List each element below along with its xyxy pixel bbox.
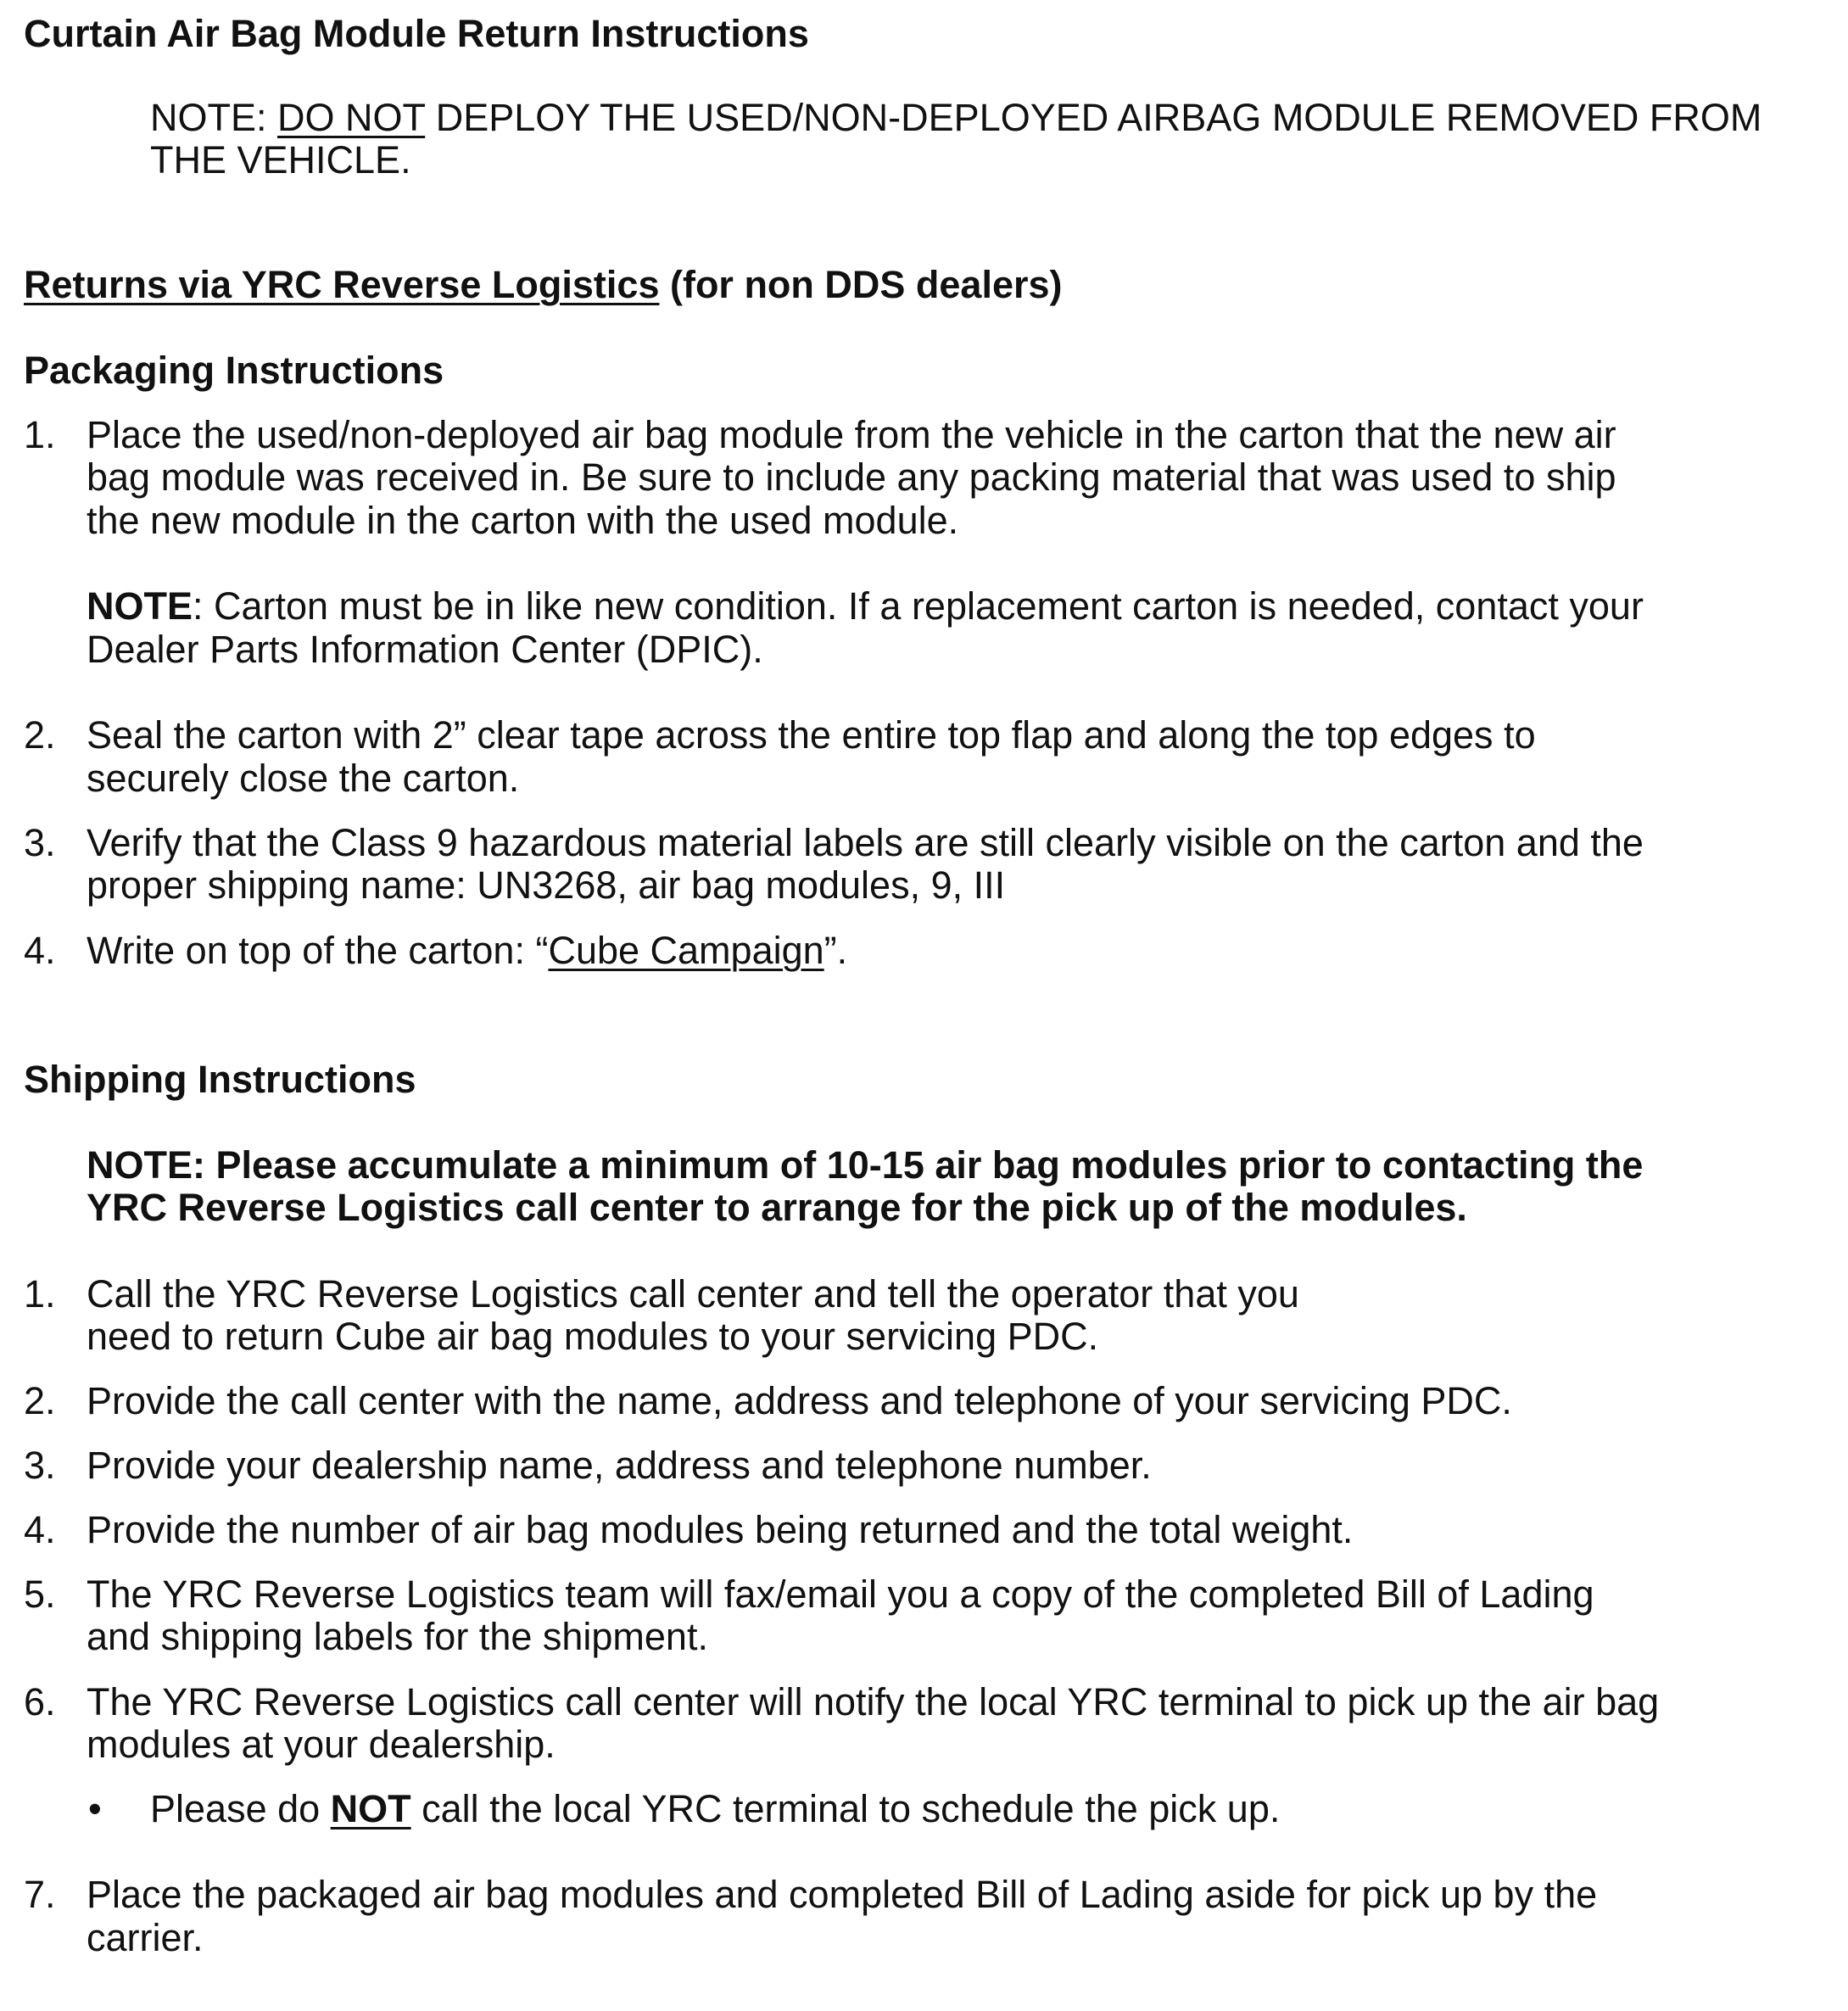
step-text-line: Provide the number of air bag modules being returned and the total weight. bbox=[87, 1508, 1354, 1551]
step-number: 6. bbox=[24, 1680, 56, 1723]
step-text-line: bag module was received in. Be sure to include any packing material that was used to ship bbox=[87, 455, 1616, 499]
step-number: 1. bbox=[24, 1272, 56, 1316]
step-text-line: Verify that the Class 9 hazardous material labels are still clearly visible on the carton and the bbox=[87, 821, 1644, 864]
step-number: 2. bbox=[24, 713, 56, 757]
step-text-line: modules at your dealership. bbox=[87, 1723, 556, 1766]
top-note-line-2: THE VEHICLE. bbox=[150, 138, 411, 182]
not-emphasis: NOT bbox=[330, 1787, 411, 1830]
step-text-line: Write on top of the carton: “Cube Campaign”. bbox=[87, 929, 848, 972]
step-text-line: Call the YRC Reverse Logistics call center and tell the operator that you bbox=[87, 1272, 1299, 1316]
step-number: 5. bbox=[24, 1572, 56, 1616]
step-text-line: securely close the carton. bbox=[87, 757, 520, 800]
step-text-line: proper shipping name: UN3268, air bag modules, 9, III bbox=[87, 863, 1006, 907]
bullet-icon: • bbox=[88, 1787, 102, 1830]
step-text-line: The YRC Reverse Logistics call center will notify the local YRC terminal to pick up the air bag bbox=[87, 1680, 1660, 1723]
step-text-line: Seal the carton with 2” clear tape across the entire top flap and along the top edges to bbox=[87, 713, 1536, 757]
step-number: 4. bbox=[24, 1508, 56, 1551]
step-number: 7. bbox=[24, 1873, 56, 1916]
step-number: 4. bbox=[24, 929, 56, 972]
step-text-line: Provide the call center with the name, address and telephone of your servicing PDC. bbox=[87, 1379, 1512, 1422]
step-number: 3. bbox=[24, 821, 56, 864]
step-text-line: and shipping labels for the shipment. bbox=[87, 1615, 708, 1658]
page-title: Curtain Air Bag Module Return Instructions bbox=[24, 12, 809, 55]
step-number: 1. bbox=[24, 413, 56, 456]
step-text-line: Place the used/non-deployed air bag module from the vehicle in the carton that the new air bbox=[87, 413, 1616, 456]
carton-note-line-2: Dealer Parts Information Center (DPIC). bbox=[87, 628, 763, 671]
cube-campaign-label: Cube Campaign bbox=[548, 929, 824, 972]
shipping-note-line-1: NOTE: Please accumulate a minimum of 10-15 air bag modules prior to contacting the bbox=[87, 1143, 1644, 1187]
step-text-line: need to return Cube air bag modules to your servicing PDC. bbox=[87, 1315, 1099, 1358]
bullet-text: Please do NOT call the local YRC terminal to schedule the pick up. bbox=[150, 1787, 1281, 1830]
carton-note-line-1: NOTE: Carton must be in like new condition. If a replacement carton is needed, contact your bbox=[87, 584, 1644, 628]
returns-heading: Returns via YRC Reverse Logistics (for non DDS dealers) bbox=[24, 263, 1063, 306]
packaging-heading: Packaging Instructions bbox=[24, 349, 444, 392]
shipping-note-line-2: YRC Reverse Logistics call center to arrange for the pick up of the modules. bbox=[87, 1186, 1467, 1229]
step-text-line: the new module in the carton with the used module. bbox=[87, 499, 959, 542]
do-not-emphasis: DO NOT bbox=[277, 96, 426, 139]
step-text-line: The YRC Reverse Logistics team will fax/email you a copy of the completed Bill of Lading bbox=[87, 1572, 1594, 1616]
step-number: 2. bbox=[24, 1379, 56, 1422]
step-text-line: Provide your dealership name, address and telephone number. bbox=[87, 1444, 1152, 1487]
step-text-line: carrier. bbox=[87, 1916, 204, 1959]
step-text-line: Place the packaged air bag modules and completed Bill of Lading aside for pick up by the bbox=[87, 1873, 1598, 1916]
top-note-line-1: NOTE: DO NOT DEPLOY THE USED/NON-DEPLOYED AIRBAG MODULE REMOVED FROM bbox=[150, 96, 1762, 139]
step-number: 3. bbox=[24, 1444, 56, 1487]
shipping-heading: Shipping Instructions bbox=[24, 1058, 416, 1101]
